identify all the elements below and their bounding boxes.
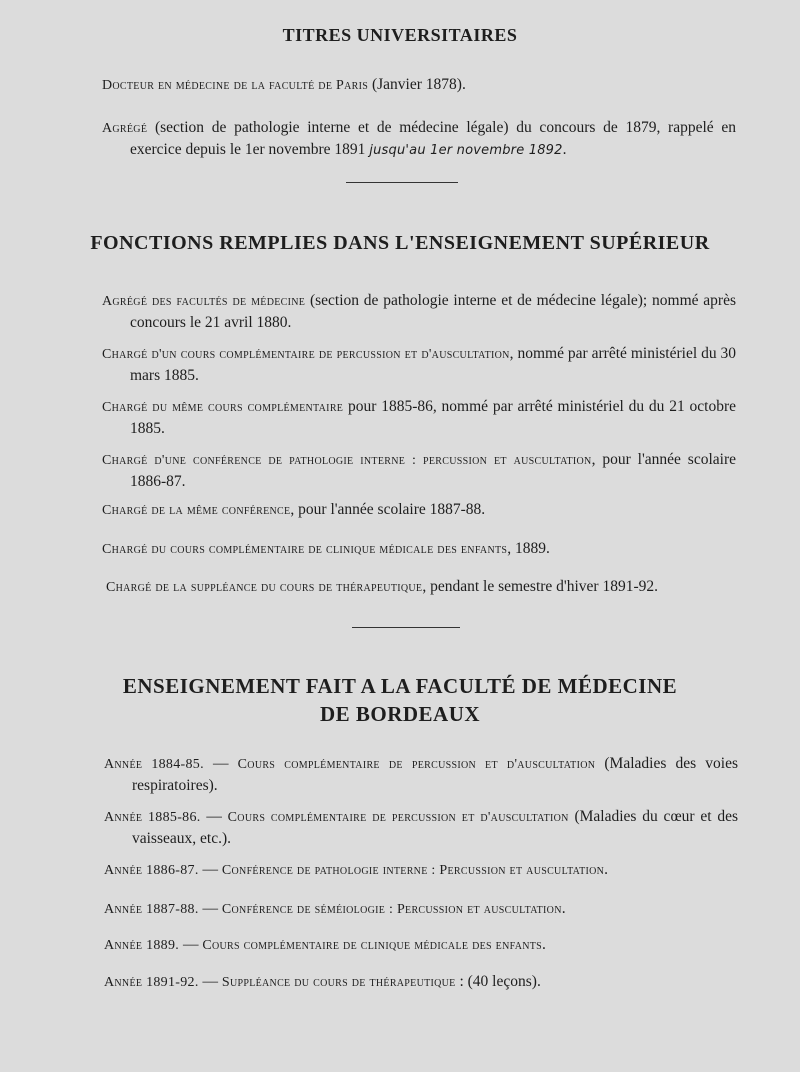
entry-lead: Docteur en médecine de la faculté de Paris <box>102 78 369 93</box>
function-item <box>102 343 736 386</box>
section-title-enseignement <box>0 672 800 728</box>
teaching-item <box>104 898 738 920</box>
entry-end: . <box>562 141 567 158</box>
entry-lead: Chargé de la même conférence <box>102 503 291 518</box>
entry-text: , nommé par arrêté ministériel du 30 mars 1885. <box>130 345 737 384</box>
teaching-item <box>104 806 738 849</box>
teaching-item <box>104 859 738 881</box>
function-item <box>102 449 736 492</box>
function-item <box>102 290 736 333</box>
entry-text: . <box>604 861 609 878</box>
teaching-item <box>104 753 738 796</box>
entry-year: Année 1891-92. <box>104 975 199 990</box>
section-divider <box>352 627 460 628</box>
entry-lead: Chargé du même cours complémentaire <box>102 400 344 415</box>
entry-lead: Chargé de la suppléance du cours de thérapeutique <box>106 580 423 595</box>
entry-year: Année 1886-87. <box>104 863 199 878</box>
entry-lead: Chargé d'une conférence de pathologie interne : percussion et auscultation <box>102 453 592 468</box>
entry-lead: Cours complémentaire de percussion et d'auscultation <box>227 810 569 825</box>
entry-text: , pour l'année scolaire 1887-88. <box>290 501 486 518</box>
entry-dash: — <box>203 755 238 772</box>
entry-lead: Chargé d'un cours complémentaire de percussion et d'auscultation <box>102 347 510 362</box>
title-line: ENSEIGNEMENT FAIT A LA FACULTÉ DE MÉDECINE <box>122 674 678 698</box>
entry-lead: Cours complémentaire de clinique médicale des enfants <box>202 938 543 953</box>
entry-text: (section de pathologie interne et de médecine légale) du concours de 1879, rappelé en exercice depuis le 1er novembre 1891 <box>130 119 736 158</box>
function-item <box>102 396 736 439</box>
entry-text: , 1889. <box>507 540 550 557</box>
section-title-titres: TITRES UNIVERSITAIRES <box>282 25 518 45</box>
teaching-item <box>104 934 738 956</box>
handwritten-annotation: jusqu'au 1er novembre 1892 <box>369 143 563 158</box>
function-item <box>102 538 736 560</box>
entry-lead: Conférence de séméiologie : Percussion et auscultation <box>221 902 562 917</box>
title-line: DE BORDEAUX <box>319 702 481 726</box>
entry-year: Année 1887-88. <box>104 902 199 917</box>
function-item <box>102 499 736 521</box>
entry-text: , pour l'année scolaire 1886-87. <box>130 451 736 490</box>
section-title-fonctions: FONCTIONS REMPLIES DANS L'ENSEIGNEMENT SUPÉRIEUR <box>90 232 710 254</box>
teaching-item <box>104 971 738 993</box>
entry-lead: Cours complémentaire de percussion et d'auscultation <box>237 757 596 772</box>
entry-text: , pendant le semestre d'hiver 1891-92. <box>422 578 658 595</box>
entry-text: (section de pathologie interne et de médecine légale); nommé après concours le 21 avril 1880. <box>130 292 736 331</box>
entry-dash: — <box>179 936 203 953</box>
entry-lead: Agrégé <box>102 121 148 136</box>
section-divider <box>346 182 458 183</box>
entry-dash: — <box>198 900 222 917</box>
entry-year: Année 1884-85. <box>104 757 204 772</box>
entry-text: (Janvier 1878). <box>368 76 466 93</box>
entry-lead: Suppléance du cours de thérapeutique <box>221 975 456 990</box>
entry-text: : (40 leçons). <box>455 973 541 990</box>
entry-year: Année 1885-86. <box>104 810 201 825</box>
entry-lead: Conférence de pathologie interne : Percussion et auscultation <box>221 863 605 878</box>
entry-year: Année 1889. <box>104 938 180 953</box>
entry-text: (Maladies des voies respiratoires). <box>132 755 739 794</box>
entry-agregation <box>102 117 736 161</box>
entry-dash: — <box>198 861 222 878</box>
entry-text: (Maladies du cœur et des vaisseaux, etc.). <box>132 808 739 847</box>
entry-doctorat <box>102 74 736 96</box>
entry-text: pour 1885-86, nommé par arrêté ministériel du du 21 octobre 1885. <box>130 398 736 437</box>
entry-dash: — <box>198 973 222 990</box>
function-item <box>106 576 738 598</box>
entry-text: . <box>542 936 546 953</box>
entry-lead: Agrégé des facultés de médecine <box>102 294 306 309</box>
entry-dash: — <box>200 808 228 825</box>
entry-text: . <box>561 900 566 917</box>
entry-lead: Chargé du cours complémentaire de clinique médicale des enfants <box>102 542 508 557</box>
